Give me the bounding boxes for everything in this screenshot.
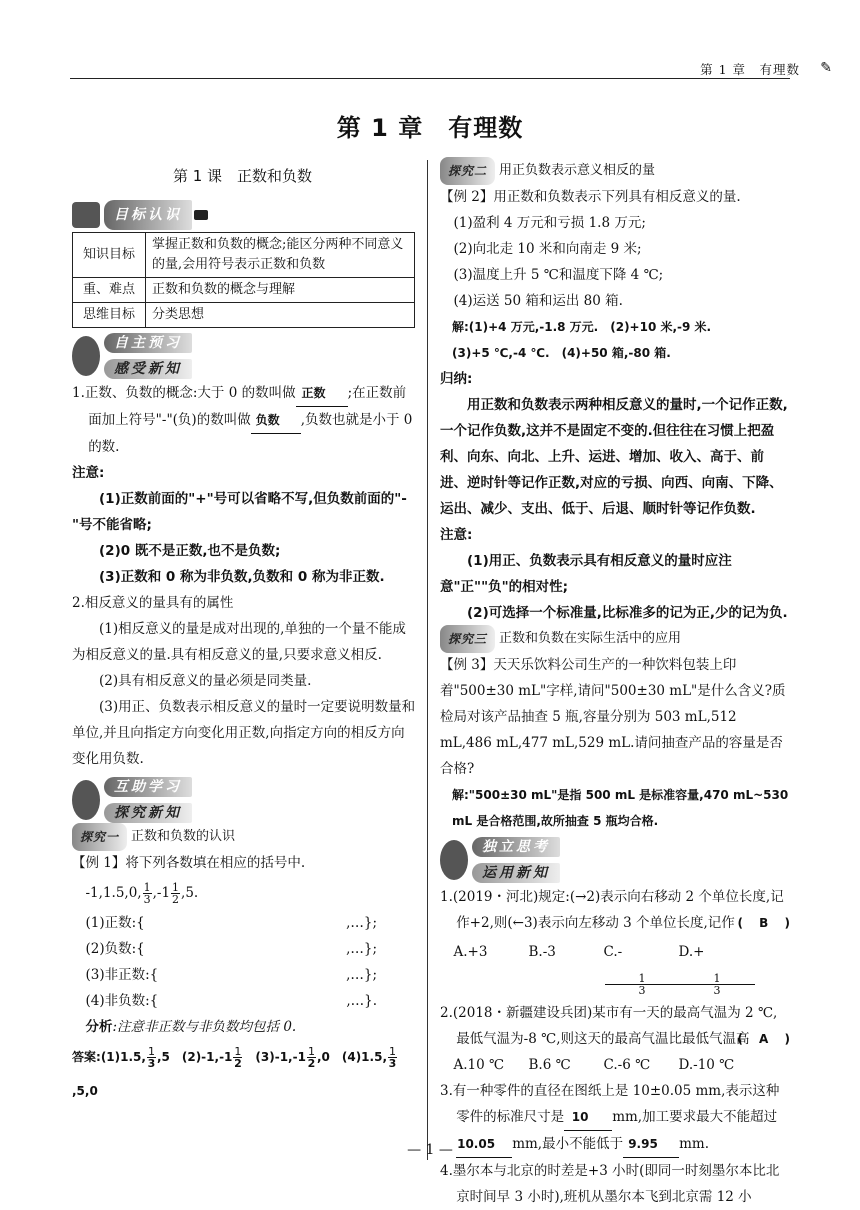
list-item: (1)盈利 4 万元和亏损 1.8 万元; [453, 215, 646, 231]
preview-q2-2: (2)具有相反意义的量必须是同类量. [99, 673, 312, 689]
list-item: (4)运送 50 箱和运出 80 箱. [453, 293, 623, 309]
exercise-2-options: A.10 ℃ B.6 ℃ C.-6 ℃ D.-10 ℃ [453, 1057, 735, 1073]
list-item: (3)温度上升 5 ℃和温度下降 4 ℃; [453, 267, 664, 283]
note-label: 注意: [72, 465, 105, 481]
goals-banner: 目标认识 [72, 200, 417, 230]
exercise-1-options: A.+3 B.-3 C.- $\frac{1}{3}$ D.+ $\frac{1}{3}$ [440, 936, 790, 1000]
goals-table [72, 232, 415, 328]
example-1-numbers: -1,1.5,0, $\frac{1}{3}$ ,-1 $\frac{1}{2}$ ,5. [85, 881, 199, 906]
note-label-2: 注意: [440, 527, 473, 543]
header-chapter: 第 1 章 有理数 [700, 62, 800, 77]
exercise-1: 1.(2019・河北)规定:(→2)表示向右移动 2 个单位长度,记作+2,则(←3)表示向左移动 3 个单位长度,记作 ( B ) [440, 889, 790, 931]
exercise-4: 4.墨尔本与北京的时差是+3 小时(即同一时刻墨尔本比北京时间早 3 小时),班机从墨尔本飞到北京需 12 小 [440, 1163, 780, 1205]
exercise-3: 3.有一种零件的直径在图纸上是 10±0.05 mm,表示这种零件的标准尺寸是 10 mm,加工要求最大不能超过10.05 mm,最小不能低于 9.95 mm. [440, 1078, 790, 1158]
preview-q1: 1.正数、负数的概念:大于 0 的数叫做 正数 ;在正数前面加上符号"-"(负)的数叫做 负数 ,负数也就是小于 0 的数. [72, 380, 417, 460]
example-3: 【例 3】天天乐饮料公司生产的一种饮料包装上印着"500±30 mL"字样,请问"500±30 mL"是什么含义?质检局对该产品抽查 5 瓶,容量分别为 503 mL,512 mL,486 mL,477 mL,529 mL.请问抽查产品的容量是否合格? [440, 657, 786, 777]
table-row: 知识目标 掌握正数和负数的概念;能区分两种不同意义的量,会用符号表示正数和负数 [73, 233, 415, 278]
note-1: (1)正数前面的"+"号可以省略不写,但负数前面的"-"号不能省略; [72, 491, 407, 533]
coop-banner: 互助学习 探究新知 [72, 778, 417, 822]
note-3: (3)正数和 0 称为非负数,负数和 0 称为非正数. [99, 569, 385, 585]
list-item: (3)非正数:{ ,…}; [85, 967, 377, 983]
example-1: 【例 1】将下列各数填在相应的括号中. [72, 855, 306, 871]
note-2: (2)0 既不是正数,也不是负数; [99, 543, 281, 559]
preview-q2-1: (1)相反意义的量是成对出现的,单独的一个量不能成为相反意义的量.具有相反意义的量,只要求意义相反. [72, 621, 406, 663]
example-2: 【例 2】用正数和负数表示下列具有相反意义的量. [440, 189, 741, 205]
think-banner: 独立思考 运用新知 [440, 838, 790, 882]
list-item: (4)非负数:{ ,…}. [85, 993, 377, 1009]
note2-2: (2)可选择一个标准量,比标准多的记为正,少的记为负. [467, 605, 788, 621]
thinking-boy-icon [440, 840, 468, 880]
analysis: 分析:注意非正数与非负数均包括 0. [85, 1019, 297, 1035]
column-divider [427, 160, 428, 1160]
summary-label: 归纳: [440, 371, 473, 387]
solution-2a: 解:(1)+4 万元,-1.8 万元. (2)+10 米,-9 米. [452, 320, 712, 334]
reading-girl-icon [72, 336, 100, 376]
preview-banner: 自主预习 感受新知 [72, 334, 417, 378]
goals-icon [72, 202, 100, 228]
explore1-tag: 探究一 正数和负数的认识 [72, 826, 235, 848]
page-number: — 1 — [407, 1142, 453, 1158]
note2-1: (1)用正、负数表示具有相反意义的量时应注意"正""负"的相对性; [440, 553, 732, 595]
kids-icon [72, 780, 100, 820]
solution-2b: (3)+5 ℃,-4 ℃. (4)+50 箱,-80 箱. [452, 346, 671, 360]
preview-q2-3: (3)用正、负数表示相反意义的量时一定要说明数量和单位,并且向指定方向变化用正数,向指定方向的相反方向变化用负数. [72, 699, 416, 767]
exercise-2: 2.(2018・新疆建设兵团)某市有一天的最高气温为 2 ℃,最低气温为-8 ℃,则这天的最高气温比最低气温高 ( A ) [440, 1005, 790, 1047]
page-title: 第 1 章 有理数 [336, 114, 524, 142]
lesson-title: 第 1 课 正数和负数 [172, 167, 313, 185]
pen-icon: ✎ [820, 60, 832, 76]
explore3-tag: 探究三 正数和负数在实际生活中的应用 [440, 628, 681, 650]
solution-3: 解:"500±30 mL"是指 500 mL 是标准容量,470 mL~530 mL 是合格范围,故所抽查 5 瓶均合格. [452, 788, 789, 828]
list-item: (2)负数:{ ,…}; [85, 941, 377, 957]
table-row: 思维目标 分类思想 [73, 303, 415, 328]
table-row: 重、难点 正数和负数的概念与理解 [73, 278, 415, 303]
header-rule [70, 58, 790, 79]
summary-text: 用正数和负数表示两种相反意义的量时,一个记作正数,一个记作负数,这并不是固定不变的.但往往在习惯上把盈利、向东、向北、上升、运进、增加、收入、高于、前进、逆时针等记作正数,对应的亏损、向西、向南、下降、运出、减少、支出、低于、后退、顺时针等记作负数. [440, 397, 788, 517]
preview-q2: 2.相反意义的量具有的属性 [72, 595, 234, 611]
list-item: (2)向北走 10 米和向南走 9 米; [453, 241, 642, 257]
right-column [440, 158, 790, 1210]
list-item: (1)正数:{ ,…}; [85, 915, 377, 931]
answer-1: 答案:(1)1.5, $\frac{1}{3}$ ,5 (2)-1,-1 $\frac{1}{2}$ (3)-1,-1 $\frac{1}{2}$ ,0 (4)1.5, $\frac{1}{3}$ ,5,0 [72, 1045, 397, 1098]
explore2-tag: 探究二 用正负数表示意义相反的量 [440, 160, 655, 182]
left-column [72, 198, 417, 1108]
